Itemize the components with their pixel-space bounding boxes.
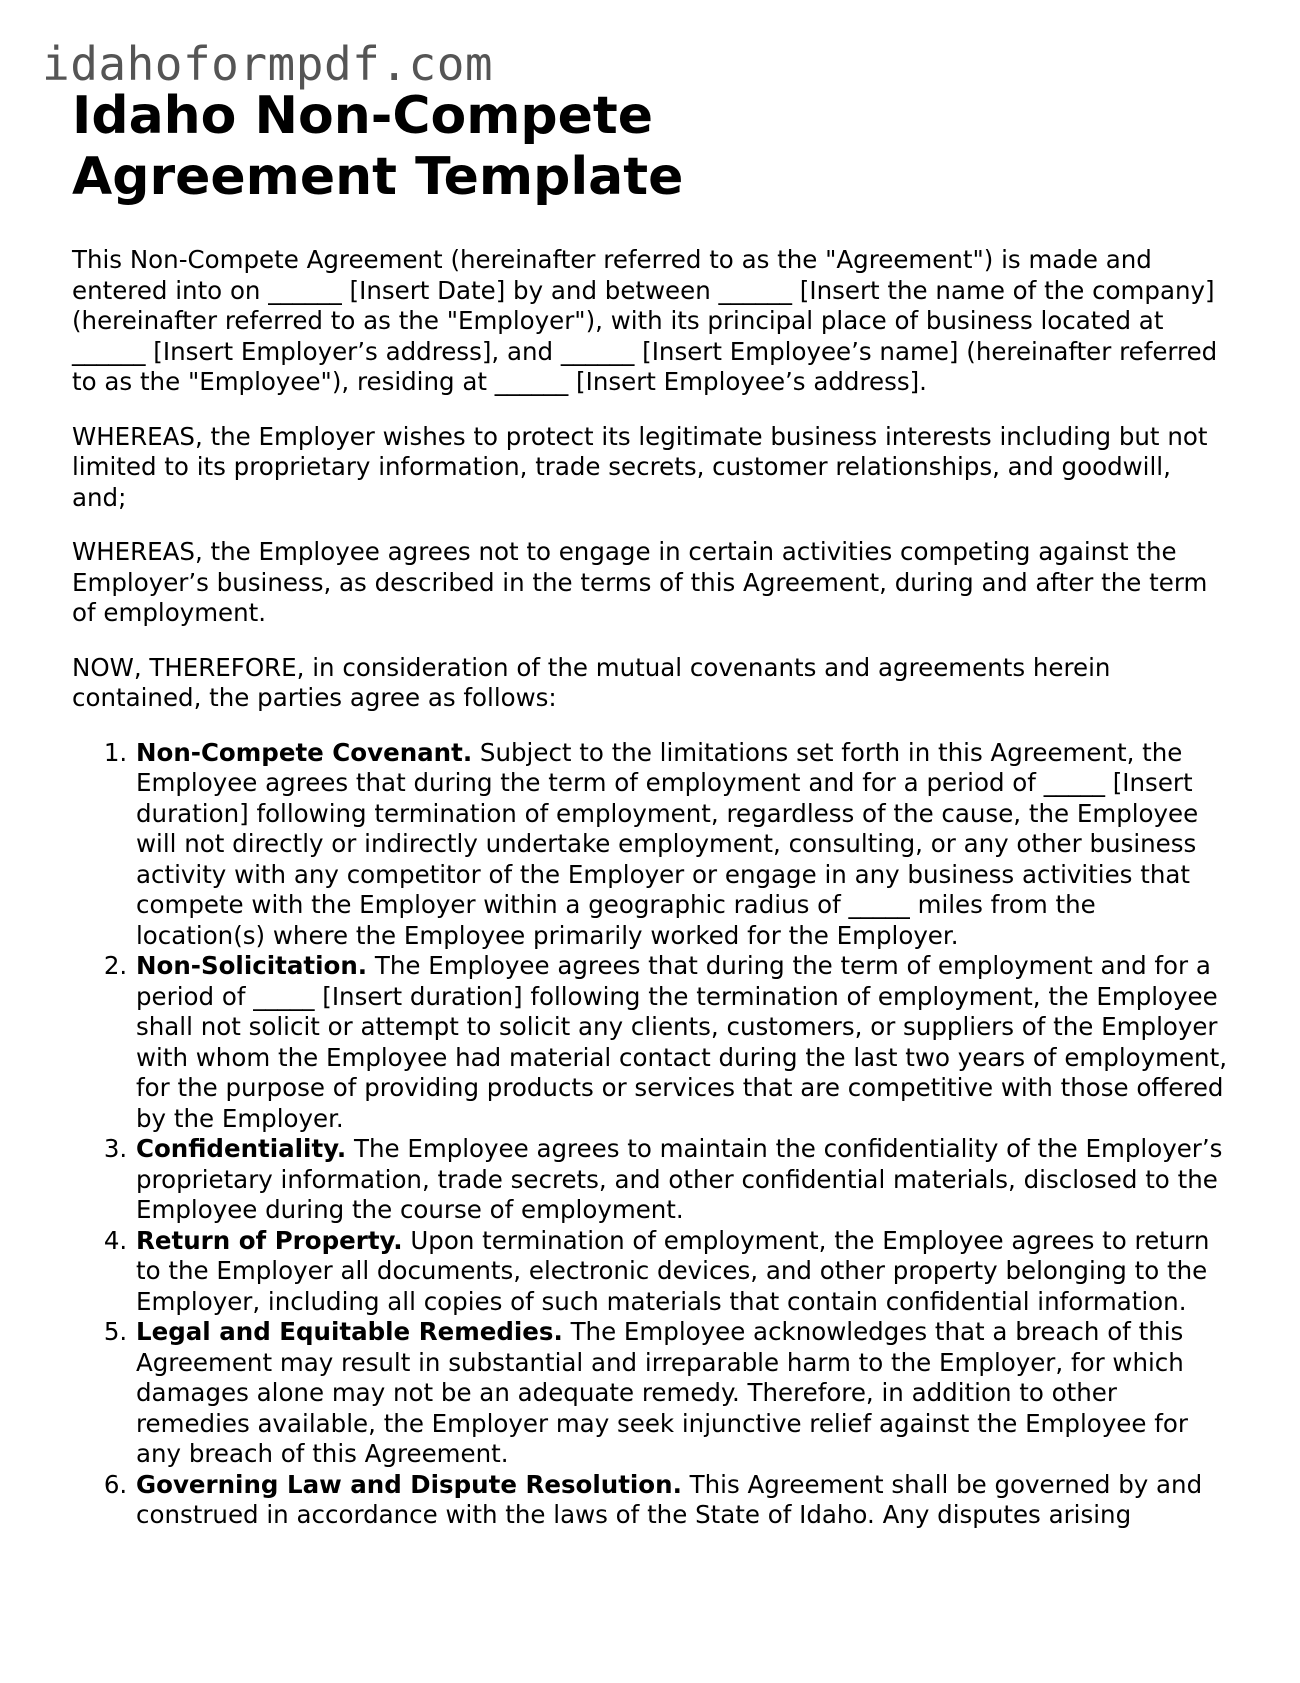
clause-text: This Agreement shall be governed by and construed in accordance with the laws of the State of Idaho. Any disputes arising: [136, 1469, 1203, 1529]
clause-term: Non-Compete Covenant.: [136, 737, 473, 767]
clause-text: The Employee agrees that during the term of employment and for a period of _____ [Insert duration] following the termination of employment, the Employee shall not solicit or attempt to solicit any clients, customers, or suppliers of the Employer with whom the Employee had material contact during the last two years of employment, for the purpose of providing products or services that are competitive with those offered by the Employer.: [136, 951, 1227, 1133]
document-page: [72, 86, 1232, 1531]
intro-paragraph: This Non-Compete Agreement (hereinafter referred to as the "Agreement") is made and entered into on ______ [Insert Date] by and between ______ [Insert the name of the company] (hereinafter referred to as the "Employer"), with its principal place of business located at ______ [Insert Employer’s address], and ______ [Insert Employee’s name] (hereinafter referred to as the "Employee"), residing at ______ [Insert Employee’s address].: [72, 245, 1218, 396]
clause-term: Non-Solicitation.: [136, 951, 368, 980]
clause-list: [72, 738, 1232, 1531]
clause-text: The Employee agrees to maintain the confidentiality of the Employer’s proprietary information, trade secrets, and other confidential materials, disclosed to the Employee during the course of employment.: [136, 1134, 1223, 1224]
clause-item: [135, 1226, 1232, 1318]
clause-term: Confidentiality.: [136, 1134, 347, 1163]
clause-text: Subject to the limitations set forth in this Agreement, the Employee agrees that during the term of employment and for a period of _____ [Insert duration] following termination of employment, regardless of the cause, the Employee will not directly or indirectly undertake employment, consulting, or any other business activity with any competitor of the Employer or engage in any business activities that compete with the Employer within a geographic radius of _____ miles from the location(s) where the Employee primarily worked for the Employer.: [136, 737, 1199, 950]
clause-item: [135, 951, 1232, 1134]
whereas-paragraph-1: WHEREAS, the Employer wishes to protect its legitimate business interests including but not limited to its proprietary information, trade secrets, customer relationships, and goodwill, and;: [72, 421, 1208, 512]
clause-item: [135, 1134, 1232, 1226]
clause-item: [135, 1317, 1232, 1470]
now-therefore-paragraph: NOW, THEREFORE, in consideration of the mutual covenants and agreements herein contained, the parties agree as follows:: [72, 652, 1111, 712]
watermark: idahoformpdf.com: [42, 37, 494, 91]
clause-item: [135, 738, 1232, 952]
clause-term: Governing Law and Dispute Resolution.: [136, 1469, 682, 1499]
document-title: Idaho Non-Compete Agreement Template: [72, 86, 684, 207]
clause-text: The Employee acknowledges that a breach of this Agreement may result in substantial and irreparable harm to the Employer, for which damages alone may not be an adequate remedy. Therefore, in addition to other remedies available, the Employer may seek injunctive relief against the Employee for any breach of this Agreement.: [136, 1317, 1188, 1468]
clause-term: Return of Property.: [136, 1225, 403, 1255]
clause-term: Legal and Equitable Remedies.: [136, 1317, 563, 1346]
clause-text: Upon termination of employment, the Employee agrees to return to the Employer all documents, electronic devices, and other property belonging to the Employer, including all copies of such materials that contain confidential information.: [136, 1225, 1210, 1316]
whereas-paragraph-2: WHEREAS, the Employee agrees not to engage in certain activities competing against the Employer’s business, as described in the terms of this Agreement, during and after the term of employment.: [72, 537, 1208, 627]
clause-item: [135, 1470, 1232, 1531]
